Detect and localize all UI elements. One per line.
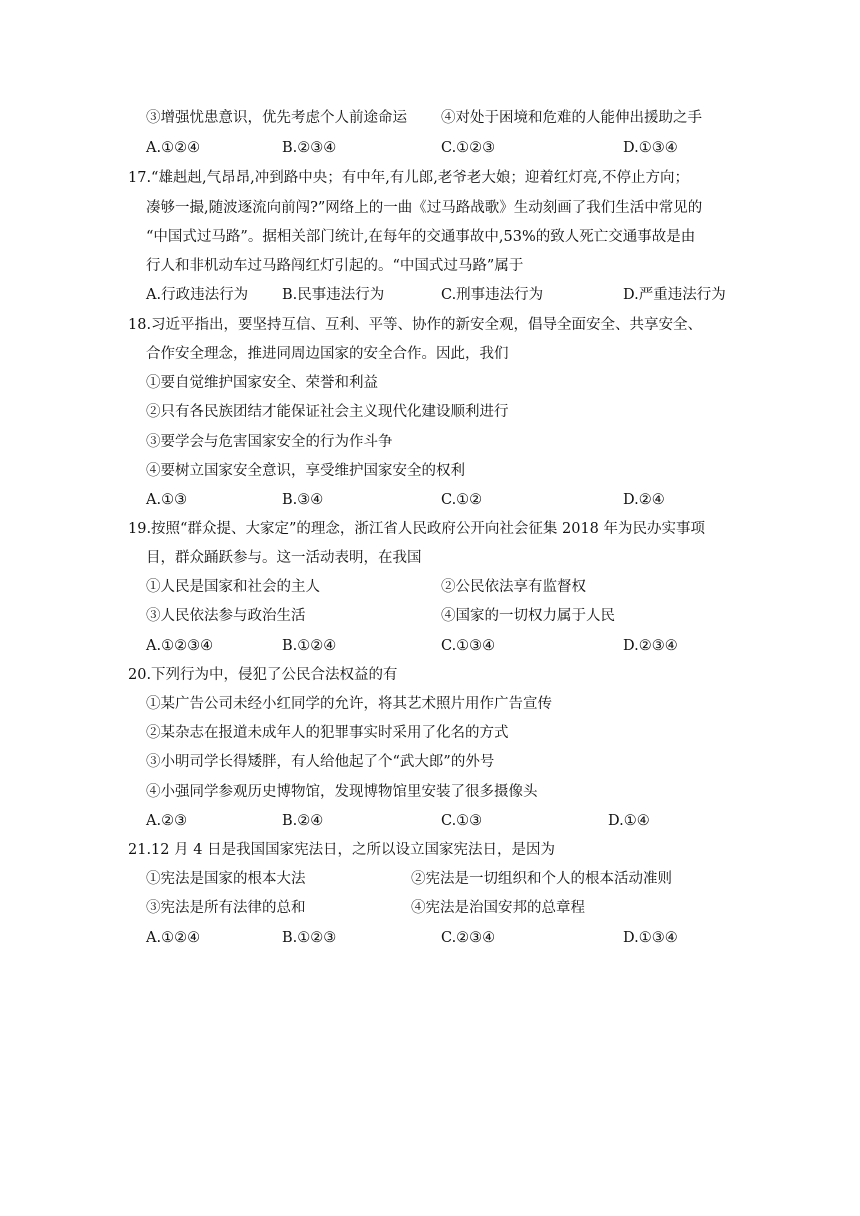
statement: ①某广告公司未经小红同学的允许，将其艺术照片用作广告宣传 xyxy=(146,696,552,712)
statement-row xyxy=(0,867,860,891)
statement: ④宪法是治国安邦的总章程 xyxy=(411,900,585,916)
statement: ④要树立国家安全意识，享受维护国家安全的权利 xyxy=(146,463,465,479)
statement: ④对处于困境和危难的人能伸出援助之手 xyxy=(441,110,702,126)
statement: ①要自觉维护国家安全、荣誉和利益 xyxy=(146,375,378,391)
statement: ②某杂志在报道未成年人的犯罪事实时采用了化名的方式 xyxy=(146,725,509,741)
option-a: A.②③ xyxy=(146,813,188,829)
statement: ③宪法是所有法律的总和 xyxy=(146,900,306,916)
option-c: C.①③④ xyxy=(441,638,496,654)
option-d: D.①④ xyxy=(608,813,650,829)
options-row xyxy=(0,283,860,307)
statement: ③人民依法参与政治生活 xyxy=(146,608,306,624)
options-row xyxy=(0,809,860,833)
statement: ④国家的一切权力属于人民 xyxy=(441,608,615,624)
statement: ③小明司学长得矮胖，有人给他起了个“武大郎”的外号 xyxy=(146,754,495,770)
option-c: C.②③④ xyxy=(441,930,496,946)
statement-row xyxy=(0,896,860,920)
statement: ②只有各民族团结才能保证社会主义现代化建设顺利进行 xyxy=(146,404,509,420)
question-17-stem: “中国式过马路”。据相关部门统计,在每年的交通事故中,53%的致人死亡交通事故是由 xyxy=(146,229,696,245)
question-21-stem: 21.12 月 4 日是我国国家宪法日，之所以设立国家宪法日，是因为 xyxy=(128,842,556,858)
statement: ④小强同学参观历史博物馆，发现博物馆里安装了很多摄像头 xyxy=(146,784,538,800)
option-c: C.①② xyxy=(441,492,483,508)
option-b: B.①②③ xyxy=(282,930,337,946)
options-row xyxy=(0,136,860,160)
option-a: A.行政违法行为 xyxy=(146,287,249,303)
option-b: B.民事违法行为 xyxy=(282,287,385,303)
question-17-stem: 行人和非机动车过马路闯红灯引起的。“中国式过马路”属于 xyxy=(146,258,524,274)
question-20-stem: 20.下列行为中，侵犯了公民合法权益的有 xyxy=(128,667,398,683)
question-17-stem: 17.“雄赳赳,气昂昂,冲到路中央；有中年,有儿郎,老爷老大娘；迎着红灯亮,不停止方向； xyxy=(128,170,690,186)
statement: ①人民是国家和社会的主人 xyxy=(146,579,320,595)
option-d: D.①③④ xyxy=(623,140,678,156)
statement-row xyxy=(0,604,860,628)
options-row xyxy=(0,634,860,658)
statement-row xyxy=(0,575,860,599)
statement: ③增强忧患意识，优先考虑个人前途命运 xyxy=(146,110,407,126)
option-d: D.②④ xyxy=(623,492,665,508)
option-a: A.①③ xyxy=(146,492,188,508)
statement: ②宪法是一切组织和个人的根本活动准则 xyxy=(411,871,672,887)
option-b: B.②④ xyxy=(282,813,324,829)
option-a: A.①②④ xyxy=(146,140,201,156)
options-row xyxy=(0,926,860,950)
statement-row xyxy=(0,106,860,130)
question-18-stem: 合作安全理念，推进同周边国家的安全合作。因此，我们 xyxy=(146,346,509,362)
option-c: C.①③ xyxy=(441,813,483,829)
option-d: D.①③④ xyxy=(623,930,678,946)
option-b: B.③④ xyxy=(282,492,324,508)
options-row xyxy=(0,488,860,512)
statement: ②公民依法享有监督权 xyxy=(441,579,586,595)
question-19-stem: 目，群众踊跃参与。这一活动表明，在我国 xyxy=(146,550,422,566)
option-b: B.①②④ xyxy=(282,638,337,654)
option-d: D.②③④ xyxy=(623,638,678,654)
option-a: A.①②④ xyxy=(146,930,201,946)
option-a: A.①②③④ xyxy=(146,638,214,654)
question-18-stem: 18.习近平指出，要坚持互信、互利、平等、协作的新安全观，倡导全面安全、共享安全、 xyxy=(128,317,703,333)
question-19-stem: 19.按照“群众提、大家定”的理念，浙江省人民政府公开向社会征集 2018 年为民办实事项 xyxy=(128,521,706,537)
statement: ①宪法是国家的根本大法 xyxy=(146,871,306,887)
option-c: C.①②③ xyxy=(441,140,496,156)
option-b: B.②③④ xyxy=(282,140,337,156)
statement: ③要学会与危害国家安全的行为作斗争 xyxy=(146,434,393,450)
option-c: C.刑事违法行为 xyxy=(441,287,544,303)
option-d: D.严重违法行为 xyxy=(623,287,726,303)
question-17-stem: 凑够一撮,随波逐流向前闯?”网络上的一曲《过马路战歌》生动刻画了我们生活中常见的 xyxy=(146,200,703,216)
